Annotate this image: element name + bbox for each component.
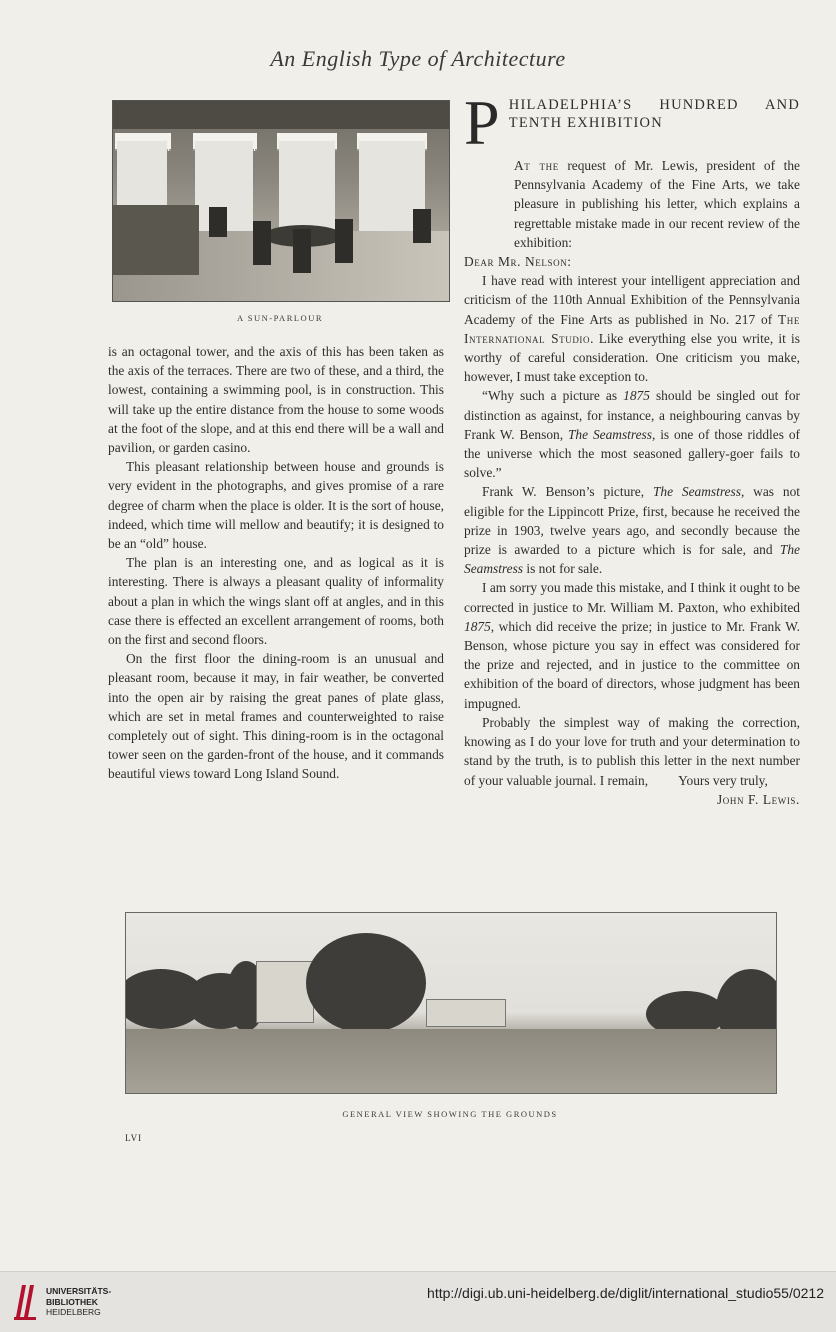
text-run: I have read with interest your intelligent appreciation and criticism of the 110th Annual Exhibition of the Pennsylvania Academy of the Fine Arts as published in No. 217 of (464, 273, 800, 327)
painting-title: The Seamstress (652, 484, 741, 500)
text-run: is not for sale. (523, 561, 603, 577)
painting-title: 1875 (464, 618, 491, 634)
page-number: LVI (125, 1133, 143, 1143)
letter-paragraph-2 (464, 386, 800, 482)
intro-text: request of Mr. Lewis, president of the Pennsylvania Academy of the Fine Arts, we take pleasure in publishing his letter, which explains a regrettable mistake made in our recent review of the exhibition: (514, 158, 800, 250)
painting-title: The Seamstress (464, 542, 800, 577)
left-paragraph-2: This pleasant relationship between house and grounds is very evident in the photographs, and gives promise of a rare degree of charm when the place is older. It is the sort of house, indeed, which time will mellow and beautify; it is designed to be an “old” house. (108, 459, 444, 552)
library-name-line: HEIDELBERG (46, 1307, 101, 1317)
photo-chair (209, 207, 227, 237)
letter-paragraph-5: Probably the simplest way of making the correction, knowing as I do your love for truth and your determination to stand by the truth, is to publish this letter in the next number of your valuable journal. I remain, Yours very truly, (464, 714, 800, 788)
photo-sideboard (113, 205, 199, 275)
text-run: I am sorry you made this mistake, and I think it ought to be corrected in justice to Mr. William M. Paxton, who exhibited (464, 580, 800, 615)
photo-chair (253, 221, 271, 265)
painting-title: The Seamstress (567, 426, 652, 442)
article-title: HILADELPHIA’S HUNDRED AND TENTH EXHIBITION (508, 97, 800, 131)
photo-house (256, 961, 314, 1023)
text-run: . Like everything else you write, it is worthy of careful consideration. One criticism you make, however, I must take exception to. (464, 330, 800, 385)
library-name (46, 1286, 111, 1318)
photo-ceiling (113, 101, 449, 129)
left-paragraph-4: On the first floor the dining-room is an unusual and pleasant room, because it may, in fair weather, be converted into the open air by raising the great panes of plate glass, which are set in metal frames and counterweighted to raise completely out of sight. This dining-room is in the octagonal tower seen on the garden-front of the house, and it commands beautiful views toward Long Island Sound. (108, 651, 444, 782)
painting-title: 1875 (623, 388, 650, 404)
drop-cap: P (464, 87, 501, 158)
photo-chair (293, 229, 311, 273)
intro-paragraph (464, 156, 800, 252)
left-paragraph-3: The plan is an interesting one, and as logical as it is interesting. There is always a pleasant quality of informality about a plan in which the wings slant off at angles, and in this case there is effected an excellent arrangement of rooms, both on the first and second floors. (108, 555, 444, 648)
text-run: should be singled out for distinction as against, for instance, a neighbouring canvas by Frank W. Benson, (464, 388, 800, 442)
text-run: “Why such a picture as (482, 388, 624, 404)
digitization-footer (0, 1271, 836, 1332)
photo-chair (335, 219, 353, 263)
sun-parlour-photo (112, 100, 450, 302)
left-column (108, 342, 444, 784)
library-logo-icon (12, 1281, 38, 1321)
article-title-block (464, 87, 800, 158)
right-column (464, 87, 800, 809)
text-run: Frank W. Benson’s picture, (482, 484, 653, 500)
magazine-name: The International Studio (464, 311, 800, 346)
running-header: An English Type of Architecture (270, 46, 566, 71)
salutation: Dear Mr. Nelson: (464, 254, 572, 270)
text-run: , is one of those riddles of the universe which the most seasoned gallery-goer fails to solve.” (464, 426, 800, 481)
grounds-photo (125, 912, 777, 1094)
photo-window (279, 141, 335, 231)
text-run: , which did receive the prize; in justice to Mr. Frank W. Benson, whose picture you say in effect was considered for the prize and rejected, and in justice to the committee on exhibition of the board of directors, whose judgment has been impugned. (464, 618, 800, 711)
photo-house (426, 999, 506, 1027)
left-paragraph-1: is an octagonal tower, and the axis of this has been taken as the axis of the terraces. There are two of these, and a third, the lowest, containing a swimming pool, is in construction. This will take up the entire distance from the house to some woods at the foot of the slope, and at this end there will be a wall and pavilion, or garden casino. (108, 344, 444, 456)
top-figure-caption: A SUN-PARLOUR (236, 313, 324, 323)
photo-tree (306, 933, 426, 1033)
letter-paragraph-1 (464, 271, 800, 386)
letter-paragraph-3 (464, 482, 800, 578)
photo-lawn (126, 1029, 776, 1093)
library-name-line: BIBLIOTHEK (46, 1296, 98, 1307)
text-run: , was not eligible for the Lippincott Prize, first, because he received the prize in 1903, twelve years ago, and secondly because the prize is awarded to a picture which is for sale, and (464, 484, 800, 558)
source-url[interactable]: http://digi.ub.uni-heidelberg.de/diglit/international_studio55/0212 (427, 1285, 824, 1301)
bottom-figure-caption: GENERAL VIEW SHOWING THE GROUNDS (342, 1109, 558, 1119)
library-name-line: UNIVERSITÄTS- (46, 1286, 112, 1296)
letter-paragraph-4 (464, 578, 800, 712)
intro-lead: At the (514, 158, 559, 173)
photo-chair (413, 209, 431, 243)
signature: John F. Lewis. (716, 791, 800, 807)
